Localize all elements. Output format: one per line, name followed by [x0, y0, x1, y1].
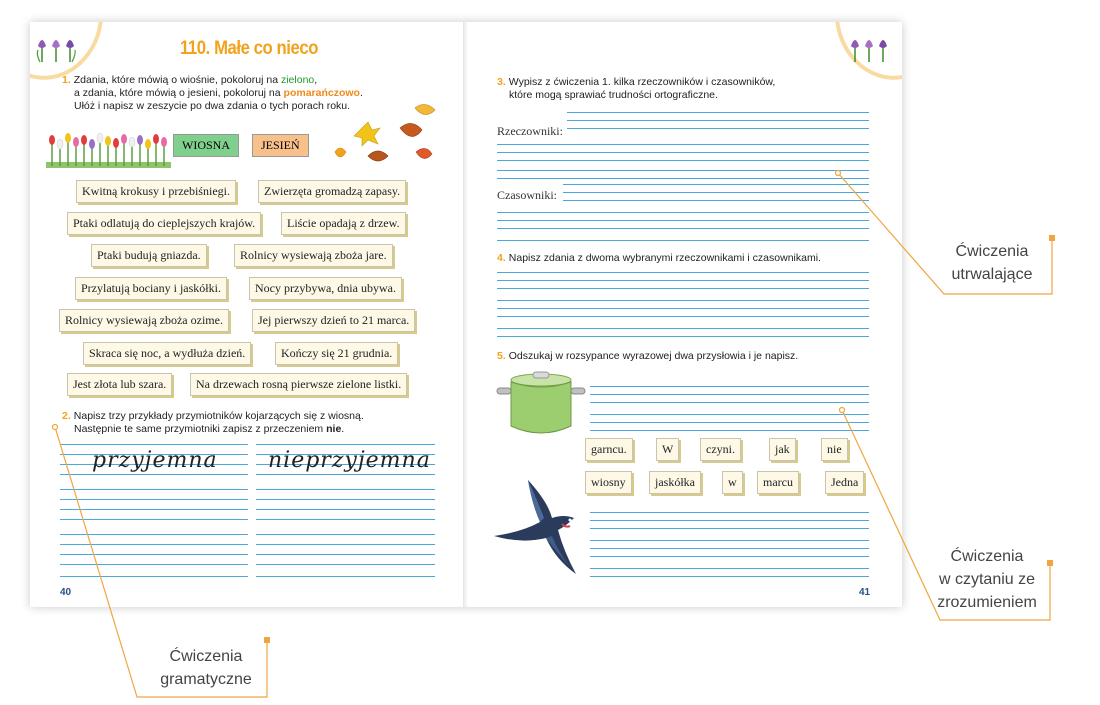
sentence-card-11[interactable]: Skraca się noc, a wydłuża dzień. — [83, 342, 251, 365]
ex1-line3: Ułóż i napisz w zeszycie po dwa zdania o tych porach roku. — [74, 100, 351, 112]
callout-czytanie — [926, 545, 1048, 614]
nouns-label: Rzeczowniki: — [497, 124, 563, 138]
verbs-label: Czasowniki: — [497, 188, 557, 202]
callout-czytanie-line2: w czytaniu ze — [938, 571, 1036, 588]
exercise-3-number: 3. — [497, 76, 506, 88]
ex5-text: Odszukaj w rozsypance wyrazowej dwa przysłowia i je napisz. — [508, 350, 799, 362]
page-number-right: 41 — [859, 587, 871, 598]
callout-utrwalajace-line2: utrwalające — [951, 266, 1033, 283]
callout-utrwalajace — [938, 240, 1046, 286]
ex2-bold-word: nie — [326, 423, 342, 435]
sentence-card-10[interactable]: Jej pierwszy dzień to 21 marca. — [252, 309, 415, 332]
autumn-label: JESIEŃ — [252, 134, 309, 157]
sentence-card-9[interactable]: Rolnicy wysiewają zboża ozime. — [59, 309, 229, 332]
sentence-card-5[interactable]: Ptaki budują gniazda. — [91, 244, 207, 267]
sentence-card-8[interactable]: Nocy przybywa, dnia ubywa. — [249, 277, 402, 300]
ex4-text: Napisz zdania z dwoma wybranymi rzeczownikami i czasownikami. — [508, 252, 821, 264]
sentence-card-7[interactable]: Przylatują bociany i jaskółki. — [75, 277, 227, 300]
callout-czytanie-line3: zrozumieniem — [937, 594, 1037, 611]
sentence-card-13[interactable]: Jest złota lub szara. — [67, 373, 172, 396]
ex1-line1-end: , — [314, 74, 318, 86]
callout-utrwalajace-line1: Ćwiczenia — [955, 243, 1029, 260]
page-number-left: 40 — [60, 587, 72, 598]
callout-czytanie-line1: Ćwiczenia — [950, 548, 1024, 565]
word-card-nie[interactable]: nie — [821, 438, 848, 461]
exercise-2-number: 2. — [62, 410, 71, 422]
exercise-1-number: 1. — [62, 74, 71, 86]
sentence-card-6[interactable]: Rolnicy wysiewają zboża jare. — [234, 244, 393, 267]
page-title: 110. Małe co nieco — [180, 38, 318, 59]
sentence-card-2[interactable]: Zwierzęta gromadzą zapasy. — [258, 180, 406, 203]
exercise-5-number: 5. — [497, 350, 506, 362]
spring-label: WIOSNA — [173, 134, 239, 157]
word-card-jak[interactable]: jak — [769, 438, 796, 461]
word-card-garncu[interactable]: garncu. — [585, 438, 633, 461]
word-card-jedna[interactable]: Jedna — [825, 471, 864, 494]
word-card-czyni[interactable]: czyni. — [700, 438, 741, 461]
sentence-card-12[interactable]: Kończy się 21 grudnia. — [275, 342, 398, 365]
handwriting-example-left: przyjemna — [92, 448, 218, 473]
ex1-line2-end: . — [359, 87, 363, 99]
ex2-line2-end: . — [341, 423, 345, 435]
ex1-green-word: zielono — [280, 74, 315, 86]
ex2-line1: Napisz trzy przykłady przymiotników kojarzących się z wiosną. — [73, 410, 364, 422]
callout-gramatyczne-line1: Ćwiczenia — [169, 648, 243, 665]
ex1-line1: Zdania, które mówią o wiośnie, pokoloruj na — [73, 74, 281, 86]
sentence-card-3[interactable]: Ptaki odlatują do cieplejszych krajów. — [67, 212, 261, 235]
exercise-4-number: 4. — [497, 252, 506, 264]
word-card-jaskolka[interactable]: jaskółka — [649, 471, 701, 494]
sentence-card-4[interactable]: Liście opadają z drzew. — [281, 212, 406, 235]
sentence-card-1[interactable]: Kwitną krokusy i przebiśniegi. — [76, 180, 236, 203]
word-card-wiosny[interactable]: wiosny — [585, 471, 632, 494]
ex1-orange-word: pomarańczowo — [283, 87, 360, 99]
callout-gramatyczne — [150, 645, 262, 691]
ex2-line2: Następnie te same przymiotniki zapisz z przeczeniem — [74, 423, 327, 435]
ex1-line2: a zdania, które mówią o jesieni, pokoloruj na — [74, 87, 284, 99]
word-card-marcu[interactable]: marcu — [757, 471, 799, 494]
word-card-w[interactable]: w — [722, 471, 743, 494]
ex3-line2: które mogą sprawiać trudności ortograficzne. — [509, 89, 718, 101]
sentence-card-14[interactable]: Na drzewach rosną pierwsze zielone listki. — [190, 373, 407, 396]
word-card-W[interactable]: W — [656, 438, 679, 461]
callout-gramatyczne-line2: gramatyczne — [160, 671, 252, 688]
handwriting-example-right: nieprzyjemna — [268, 448, 431, 473]
ex3-line1: Wypisz z ćwiczenia 1. kilka rzeczowników i czasowników, — [508, 76, 776, 88]
